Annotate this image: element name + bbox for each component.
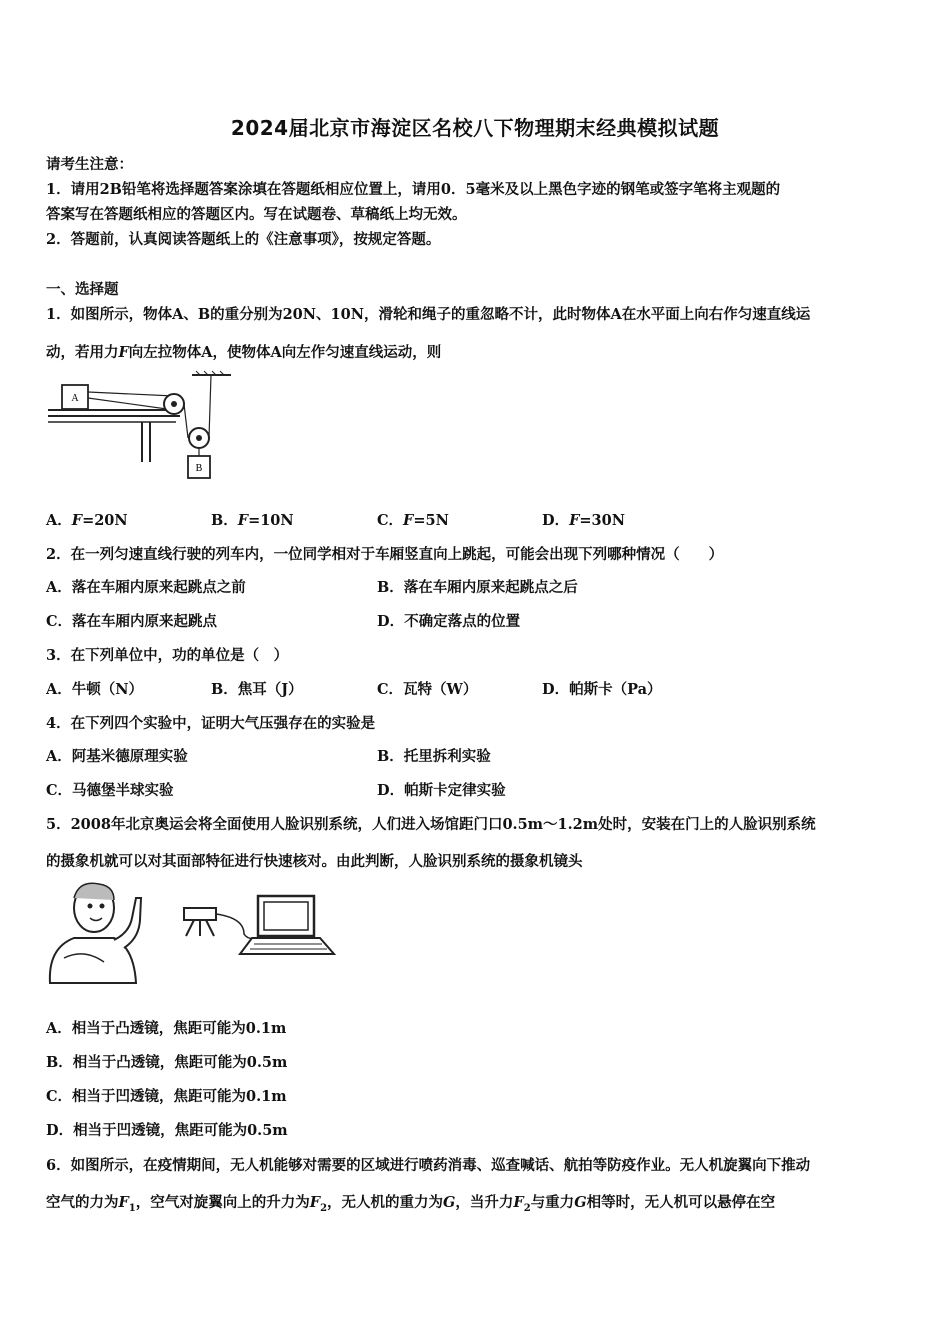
q6-stem-line-1: 6．如图所示，在疫情期间，无人机能够对需要的区域进行喷药消毒、巡查喊话、航拍等防疫作业。无人机旋翼向下推动 <box>46 1157 811 1174</box>
q5-stem-line-2: 的摄象机就可以对其面部特征进行快速核对。由此判断，人脸识别系统的摄象机镜头 <box>46 853 583 870</box>
q4-option-b[interactable]: B．托里拆利实验 <box>377 748 491 765</box>
q3-option-d[interactable]: D．帕斯卡（Pa） <box>542 681 662 698</box>
section-heading: 一、选择题 <box>46 281 119 298</box>
q5-face-recognition-figure <box>44 878 339 988</box>
q3-option-b[interactable]: B．焦耳（J） <box>211 681 303 698</box>
q1-option-a[interactable]: A．F=20N <box>46 512 128 529</box>
q1-stem-line-2: 动，若用力F向左拉物体A，使物体A向左作匀速直线运动，则 <box>46 344 442 361</box>
q4-option-d[interactable]: D．帕斯卡定律实验 <box>377 782 506 799</box>
q2-option-d[interactable]: D．不确定落点的位置 <box>377 613 521 630</box>
q1-option-b[interactable]: B．F=10N <box>211 512 294 529</box>
q3-option-a[interactable]: A．牛顿（N） <box>46 681 144 698</box>
q1-stem-line-1: 1．如图所示，物体A、B的重分别为20N、10N，滑轮和绳子的重忽略不计，此时物体A在水平面上向右作匀速直线运 <box>46 306 811 323</box>
block-b-label: B <box>195 463 203 474</box>
block-a-label: A <box>71 393 79 404</box>
q2-option-a[interactable]: A．落在车厢内原来起跳点之前 <box>46 579 246 596</box>
q1-option-d[interactable]: D．F=30N <box>542 512 625 529</box>
q5-option-d[interactable]: D．相当于凹透镜，焦距可能为0.5m <box>46 1122 288 1139</box>
q4-option-c[interactable]: C．马德堡半球实验 <box>46 782 174 799</box>
camera <box>184 908 216 920</box>
q6-stem-line-2: 空气的力为$F_1$，空气对旋翼向上的升力为$F_2$，无人机的重力为G，当升力$F_2$与重力G相等时，无人机可以悬停在空 <box>46 1194 776 1214</box>
q1-option-c[interactable]: C．F=5N <box>377 512 449 529</box>
q2-option-c[interactable]: C．落在车厢内原来起跳点 <box>46 613 218 630</box>
notice-item-1-line-2: 答案写在答题纸相应的答题区内。写在试题卷、草稿纸上均无效。 <box>46 206 467 223</box>
q1-pulley-figure <box>46 368 246 486</box>
notice-heading: 请考生注意： <box>46 156 133 173</box>
q2-stem: 2．在一列匀速直线行驶的列车内，一位同学相对于车厢竖直向上跳起，可能会出现下列哪种情况（ ） <box>46 546 724 563</box>
notice-item-2: 2．答题前，认真阅读答题纸上的《注意事项》，按规定答题。 <box>46 231 441 248</box>
q5-stem-line-1: 5．2008年北京奥运会将全面使用人脸识别系统，人们进入场馆距门口0.5m～1.2m处时，安装在门上的人脸识别系统 <box>46 816 816 833</box>
q4-option-a[interactable]: A．阿基米德原理实验 <box>46 748 188 765</box>
notice-item-1-line-1: 1．请用2B铅笔将选择题答案涂填在答题纸相应位置上，请用0．5毫米及以上黑色字迹的钢笔或签字笔将主观题的 <box>46 181 781 198</box>
q3-stem: 3．在下列单位中，功的单位是（ ） <box>46 647 289 664</box>
q3-option-c[interactable]: C．瓦特（W） <box>377 681 478 698</box>
page-title: 2024届北京市海淀区名校八下物理期末经典模拟试题 <box>230 116 720 140</box>
q2-option-b[interactable]: B．落在车厢内原来起跳点之后 <box>377 579 578 596</box>
q5-option-a[interactable]: A．相当于凸透镜，焦距可能为0.1m <box>46 1020 287 1037</box>
q4-stem: 4．在下列四个实验中，证明大气压强存在的实验是 <box>46 715 376 732</box>
q5-option-c[interactable]: C．相当于凹透镜，焦距可能为0.1m <box>46 1088 287 1105</box>
q5-option-b[interactable]: B．相当于凸透镜，焦距可能为0.5m <box>46 1054 288 1071</box>
